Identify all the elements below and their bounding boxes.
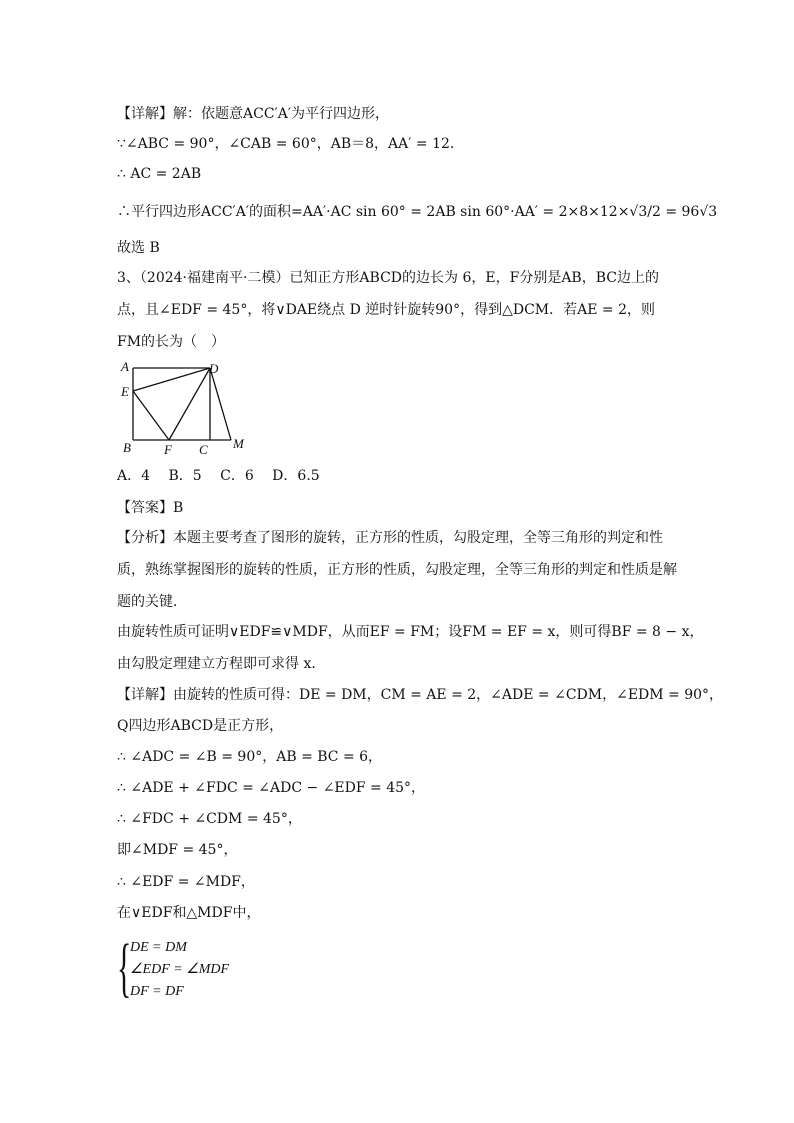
text-line-5: 故选 B	[117, 240, 160, 256]
text-line-16: ∴ ∠FDC + ∠CDM = 45°，	[117, 811, 302, 827]
text-line-17: 即∠MDF = 45°，	[117, 842, 238, 858]
text-line-2: ∵∠ABC = 90°，∠CAB = 60°，AB＝8，AA′ = 12．	[117, 136, 464, 152]
text-line-19: 在∨EDF和△MDF中，	[117, 905, 261, 921]
system-brace: {	[117, 931, 132, 1004]
system-line-3: DF = DF	[130, 984, 184, 999]
label-c: C	[199, 442, 208, 457]
label-a: A	[121, 359, 129, 374]
system-line-1: DE = DM	[130, 940, 187, 955]
system-line-2: ∠EDF = ∠MDF	[130, 962, 230, 977]
answer-line: 【答案】B	[117, 500, 184, 516]
text-line-14: ∴ ∠ADC = ∠B = 90°，AB = BC = 6，	[117, 749, 383, 765]
text-line-1: 【详解】解：依题意ACC′A′为平行四边形，	[117, 106, 390, 122]
text-line-13: Q四边形ABCD是正方形，	[117, 718, 284, 734]
text-line-12: 【详解】由旋转的性质可得：DE = DM，CM = AE = 2，∠ADE = ∠CDM，∠EDM = 90°，	[117, 687, 724, 703]
text-line-4: ∴平行四边形ACC′A′的面积=AA′·AC sin 60° = 2AB sin 60°·AA′ = 2×8×12×√3/2 = 96√3	[117, 204, 718, 220]
answer-options: A．4 B．5 C．6 D．6.5	[117, 468, 320, 484]
analysis-paragraph: 【分析】本题主要考查了图形的旋转，正方形的性质，勾股定理，全等三角形的判定和性质，熟练掌握图形的旋转的性质，正方形的性质，勾股定理，全等三角形的判定和性质是解题的关键．	[117, 530, 677, 610]
square-rotation-figure	[117, 358, 257, 458]
label-b: B	[123, 440, 131, 455]
label-m: M	[233, 436, 244, 451]
text-line-15: ∴ ∠ADE + ∠FDC = ∠ADC − ∠EDF = 45°，	[117, 780, 426, 796]
label-d: D	[209, 361, 219, 376]
text-line-10: 由旋转性质可证明∨EDF≌∨MDF，从而EF = FM；设FM = EF = x，则可得BF = 8 − x，	[117, 624, 704, 640]
text-line-11: 由勾股定理建立方程即可求得 x．	[117, 656, 326, 672]
label-e: E	[121, 384, 129, 399]
label-f: F	[164, 442, 172, 457]
text-line-3: ∴ AC = 2AB	[117, 166, 202, 182]
text-line-18: ∴ ∠EDF = ∠MDF，	[117, 874, 255, 890]
question-3-text: 3、（2024·福建南平·二模）已知正方形ABCD的边长为 6，E，F分别是AB，BC边上的点，且∠EDF = 45°，将∨DAE绕点 D 逆时针旋转90°，得到△DCM．若AE = 2，则FM的长为（ ）	[117, 270, 659, 350]
